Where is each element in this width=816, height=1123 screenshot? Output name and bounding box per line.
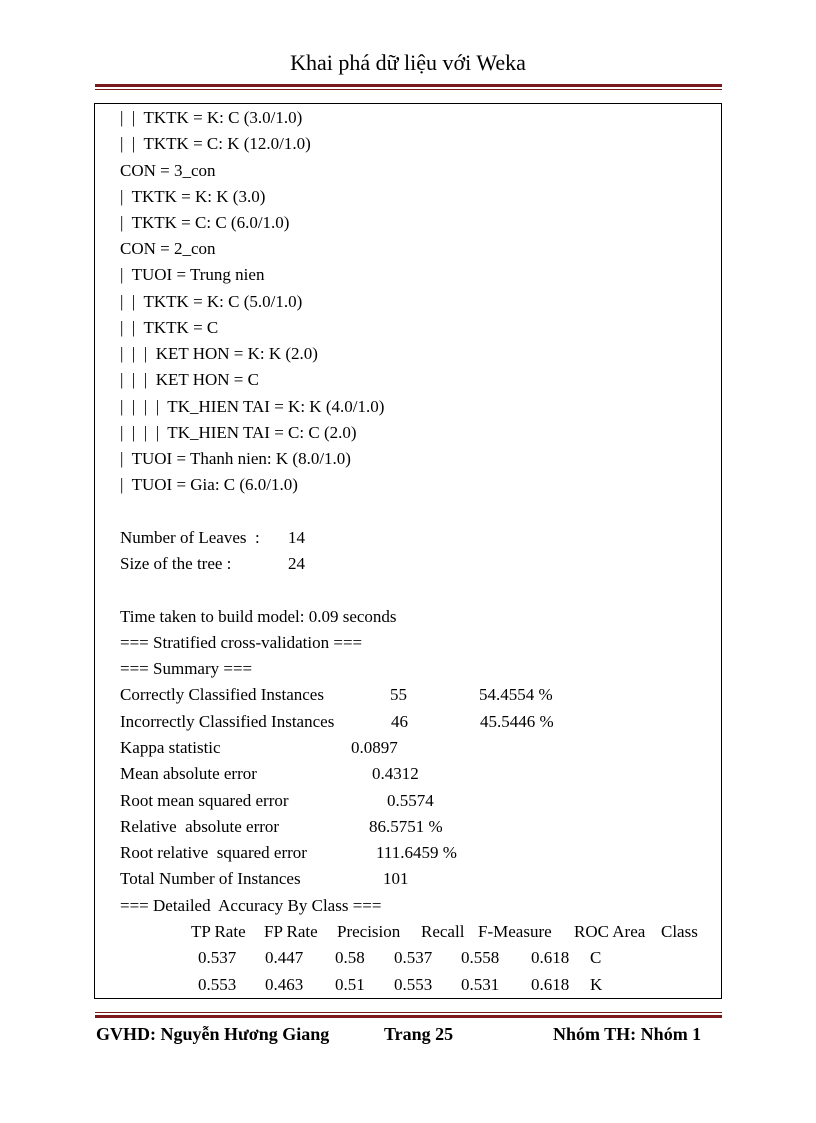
accuracy-cell: 0.463	[265, 975, 304, 994]
summary-label: Root mean squared error	[120, 791, 289, 810]
footer-page-number: Trang 25	[384, 1024, 454, 1044]
accuracy-col-header: ROC Area	[574, 922, 646, 941]
accuracy-cell: 0.537	[394, 948, 433, 967]
summary-label: Incorrectly Classified Instances	[120, 712, 335, 731]
accuracy-cell: 0.537	[198, 948, 237, 967]
tree-line: | TUOI = Thanh nien: K (8.0/1.0)	[120, 449, 351, 468]
tree-line: CON = 3_con	[120, 161, 216, 180]
page-header-title: Khai phá dữ liệu với Weka	[290, 50, 526, 75]
summary-label: Mean absolute error	[120, 764, 257, 783]
accuracy-cell: 0.553	[394, 975, 433, 994]
accuracy-cell: 0.51	[335, 975, 365, 994]
summary-value: 86.5751 %	[369, 817, 443, 836]
footer-rule-thin	[95, 1012, 722, 1013]
summary-value: 0.0897	[351, 738, 398, 757]
summary-percent: 45.5446 %	[480, 712, 554, 731]
summary-label: Total Number of Instances	[120, 869, 301, 888]
summary-value: 111.6459 %	[376, 843, 457, 862]
accuracy-cell: 0.58	[335, 948, 365, 967]
tree-line: | | TKTK = C: K (12.0/1.0)	[120, 134, 311, 153]
accuracy-cell: 0.553	[198, 975, 237, 994]
stat-label: Size of the tree :	[120, 554, 232, 573]
accuracy-col-header: Recall	[421, 922, 465, 941]
accuracy-col-header: FP Rate	[264, 922, 318, 941]
summary-value: 46	[391, 712, 408, 731]
accuracy-cell: C	[590, 948, 602, 967]
tree-line: | TUOI = Trung nien	[120, 265, 265, 284]
accuracy-cell: 0.618	[531, 975, 570, 994]
tree-line: | | | KET HON = C	[120, 370, 259, 389]
tree-line: | TKTK = C: C (6.0/1.0)	[120, 213, 290, 232]
summary-label: Kappa statistic	[120, 738, 221, 757]
summary-label: Correctly Classified Instances	[120, 685, 324, 704]
stat-label: Number of Leaves :	[120, 528, 260, 547]
tree-line: CON = 2_con	[120, 239, 216, 258]
tree-line: | TUOI = Gia: C (6.0/1.0)	[120, 475, 298, 494]
cv-heading: === Stratified cross-validation ===	[120, 633, 363, 652]
time-taken: Time taken to build model: 0.09 seconds	[120, 607, 397, 626]
summary-value: 101	[383, 869, 409, 888]
footer-rule-thick	[95, 1015, 722, 1018]
tree-line: | | TKTK = K: C (5.0/1.0)	[120, 292, 303, 311]
accuracy-col-header: Class	[661, 922, 698, 941]
accuracy-col-header: TP Rate	[191, 922, 246, 941]
tree-line: | | TKTK = C	[120, 318, 219, 337]
summary-value: 55	[390, 685, 407, 704]
stat-value: 14	[288, 528, 305, 547]
accuracy-col-header: F-Measure	[478, 922, 552, 941]
summary-value: 0.4312	[372, 764, 419, 783]
header-rule-thick	[95, 84, 722, 87]
accuracy-cell: 0.447	[265, 948, 304, 967]
accuracy-cell: K	[590, 975, 603, 994]
accuracy-cell: 0.618	[531, 948, 570, 967]
summary-percent: 54.4554 %	[479, 685, 553, 704]
stat-value: 24	[288, 554, 305, 573]
accuracy-cell: 0.531	[461, 975, 500, 994]
header-rule-thin	[95, 89, 722, 90]
footer-instructor: GVHD: Nguyễn Hương Giang	[96, 1024, 330, 1044]
tree-line: | | | KET HON = K: K (2.0)	[120, 344, 318, 363]
summary-heading: === Summary ===	[120, 659, 253, 678]
accuracy-heading: === Detailed Accuracy By Class ===	[120, 896, 382, 915]
summary-value: 0.5574	[387, 791, 434, 810]
tree-line: | | | | TK_HIEN TAI = K: K (4.0/1.0)	[120, 397, 385, 416]
summary-label: Root relative squared error	[120, 843, 307, 862]
tree-line: | | TKTK = K: C (3.0/1.0)	[120, 108, 303, 127]
summary-label: Relative absolute error	[120, 817, 280, 836]
tree-line: | | | | TK_HIEN TAI = C: C (2.0)	[120, 423, 357, 442]
footer-group: Nhóm TH: Nhóm 1	[553, 1024, 702, 1044]
tree-line: | TKTK = K: K (3.0)	[120, 187, 266, 206]
accuracy-col-header: Precision	[337, 922, 401, 941]
accuracy-cell: 0.558	[461, 948, 500, 967]
